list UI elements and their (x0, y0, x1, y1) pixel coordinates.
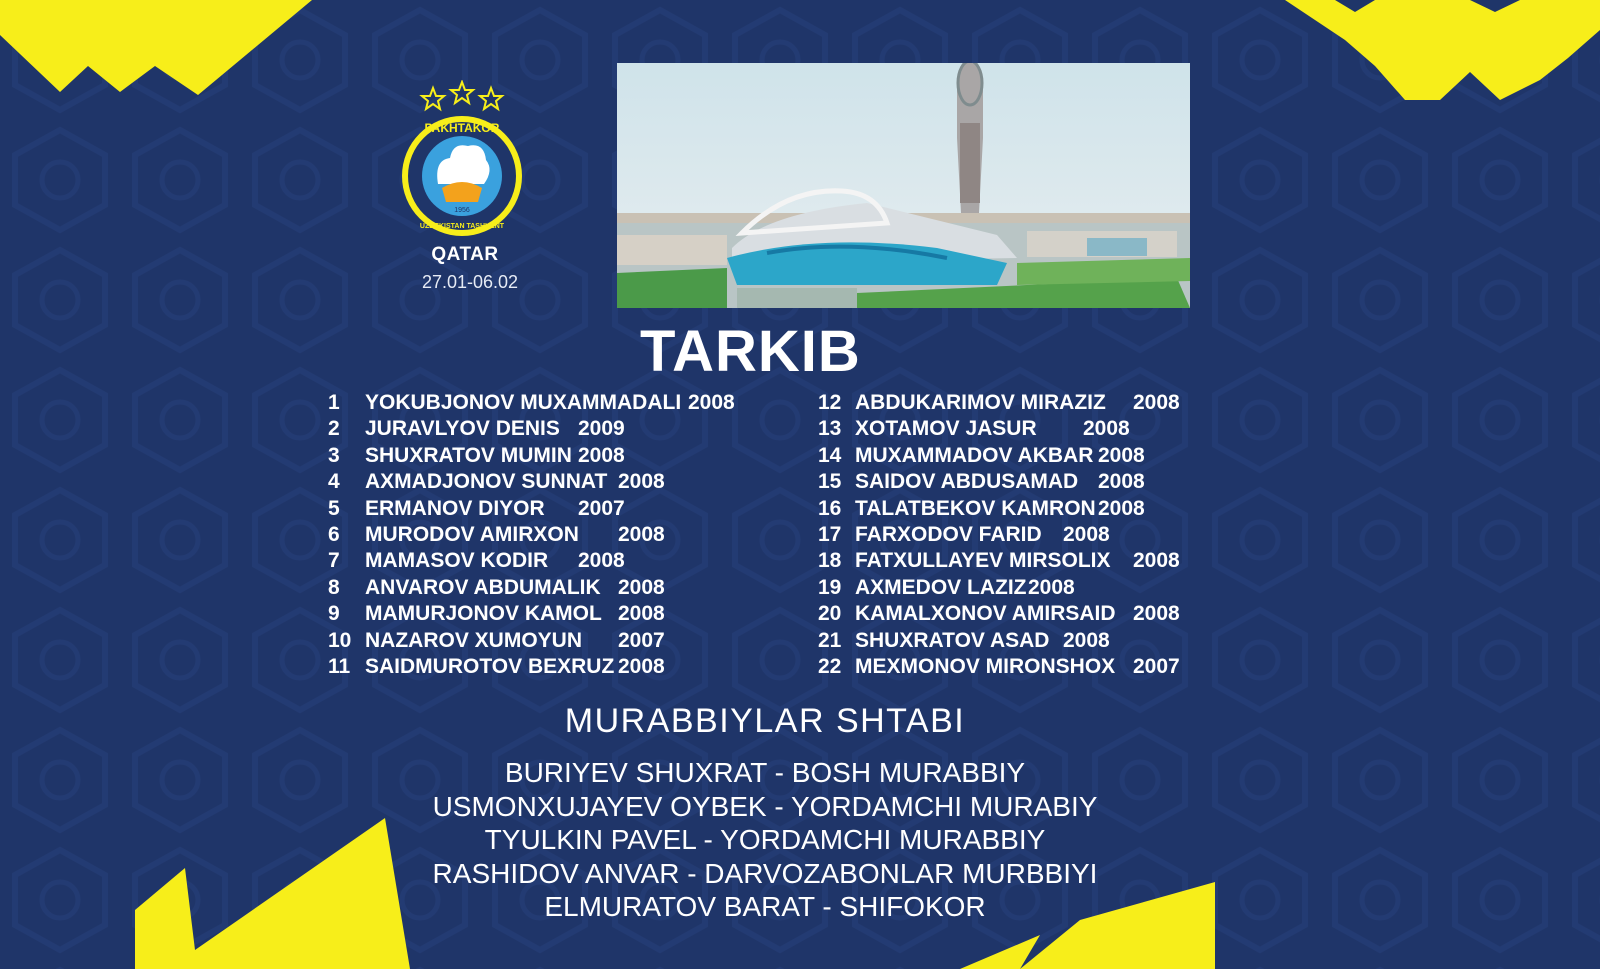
player-birth-year: 2008 (618, 575, 665, 599)
player-birth-year: 2008 (618, 654, 665, 678)
player-name: TALATBEKOV KAMRON (855, 496, 1096, 520)
player-number: 8 (328, 575, 340, 599)
player-birth-year: 2008 (1133, 549, 1180, 573)
staff-list (380, 756, 1150, 924)
player-number: 6 (328, 522, 340, 546)
player-birth-year: 2008 (618, 602, 665, 626)
player-number: 16 (818, 496, 842, 520)
location-label: QATAR (431, 244, 499, 265)
player-birth-year: 2008 (1098, 443, 1145, 467)
player-number: 14 (818, 443, 842, 467)
player-name: SHUXRATOV ASAD (855, 628, 1050, 652)
player-number: 22 (818, 654, 842, 678)
player-name: ANVAROV ABDUMALIK (365, 575, 601, 599)
player-birth-year: 2008 (688, 391, 735, 414)
player-birth-year: 2007 (578, 496, 625, 520)
player-number: 12 (818, 391, 842, 414)
player-birth-year: 2009 (578, 417, 625, 441)
dates-label: 27.01-06.02 (421, 272, 519, 292)
player-birth-year: 2008 (1133, 391, 1180, 414)
logo-text: PAKHTAKOR (424, 121, 500, 135)
player-number: 2 (328, 417, 340, 441)
squad-heading: TARKIB (640, 319, 861, 384)
player-name: SAIDOV ABDUSAMAD (855, 470, 1079, 494)
player-birth-year: 2008 (578, 549, 625, 573)
staff-member: BURIYEV SHUXRAT - BOSH MURABBIY (504, 757, 1026, 788)
player-name: ERMANOV DIYOR (365, 496, 545, 520)
logo-year: 1956 (454, 207, 470, 214)
player-name: ABDUKARIMOV MIRAZIZ (855, 391, 1106, 414)
player-name: FARXODOV FARID (855, 522, 1042, 546)
staff-member: USMONXUJAYEV OYBEK - YORDAMCHI MURABIY (432, 790, 1098, 822)
player-birth-year: 2008 (1133, 602, 1180, 626)
player-birth-year: 2008 (1063, 628, 1110, 652)
player-name: MAMASOV KODIR (365, 549, 549, 573)
player-name: AXMADJONOV SUNNAT (365, 470, 608, 494)
staff-member: RASHIDOV ANVAR - DARVOZABONLAR MURBBIYI (432, 857, 1098, 889)
player-birth-year: 2007 (618, 628, 665, 652)
player-number: 21 (818, 628, 842, 652)
player-name: SHUXRATOV MUMIN (365, 443, 572, 467)
player-number: 18 (818, 549, 842, 573)
staff-member: TYULKIN PAVEL - YORDAMCHI MURABBIY (484, 824, 1046, 855)
player-birth-year: 2008 (1063, 522, 1110, 546)
star-icon (422, 82, 502, 109)
player-number: 19 (818, 575, 842, 599)
player-name: KAMALXONOV AMIRSAID (855, 602, 1116, 626)
player-name: MEXMONOV MIRONSHOX (855, 654, 1116, 678)
player-number: 13 (818, 417, 842, 441)
player-name: AXMEDOV LAZIZ (855, 575, 1027, 599)
club-logo (398, 80, 528, 240)
player-number: 17 (818, 522, 842, 546)
player-birth-year: 2008 (618, 470, 665, 494)
staff-member: ELMURATOV BARAT - SHIFOKOR (544, 891, 986, 922)
player-number: 3 (328, 443, 340, 467)
player-name: XOTAMOV JASUR (855, 417, 1037, 441)
player-birth-year: 2008 (578, 443, 625, 467)
player-number: 7 (328, 549, 340, 573)
player-name: YOKUBJONOV MUXAMMADALI (365, 391, 682, 414)
staff-title: MURABBIYLAR SHTABI (564, 702, 966, 740)
player-name: NAZAROV XUMOYUN (365, 628, 583, 652)
player-name: MAMURJONOV KAMOL (365, 602, 602, 626)
player-number: 10 (328, 628, 352, 652)
player-birth-year: 2008 (1083, 417, 1130, 441)
player-birth-year: 2008 (1028, 575, 1075, 599)
player-number: 5 (328, 496, 340, 520)
player-name: MURODOV AMIRXON (365, 522, 579, 546)
player-number: 1 (328, 391, 340, 414)
player-number: 20 (818, 602, 842, 626)
player-number: 4 (328, 470, 340, 494)
player-number: 9 (328, 602, 340, 626)
player-number: 15 (818, 470, 842, 494)
player-name: JURAVLYOV DENIS (365, 417, 560, 441)
player-name: MUXAMMADOV AKBAR (855, 443, 1094, 467)
player-number: 11 (328, 654, 351, 678)
player-birth-year: 2008 (1098, 496, 1145, 520)
logo-subtext: UZBEKISTAN TASHKENT (419, 223, 505, 230)
stadium-photo (617, 63, 1190, 308)
player-birth-year: 2007 (1133, 654, 1180, 678)
player-birth-year: 2008 (618, 522, 665, 546)
player-name: SAIDMUROTOV BEXRUZ (365, 654, 615, 678)
player-birth-year: 2008 (1098, 470, 1145, 494)
player-name: FATXULLAYEV MIRSOLIX (855, 549, 1111, 573)
